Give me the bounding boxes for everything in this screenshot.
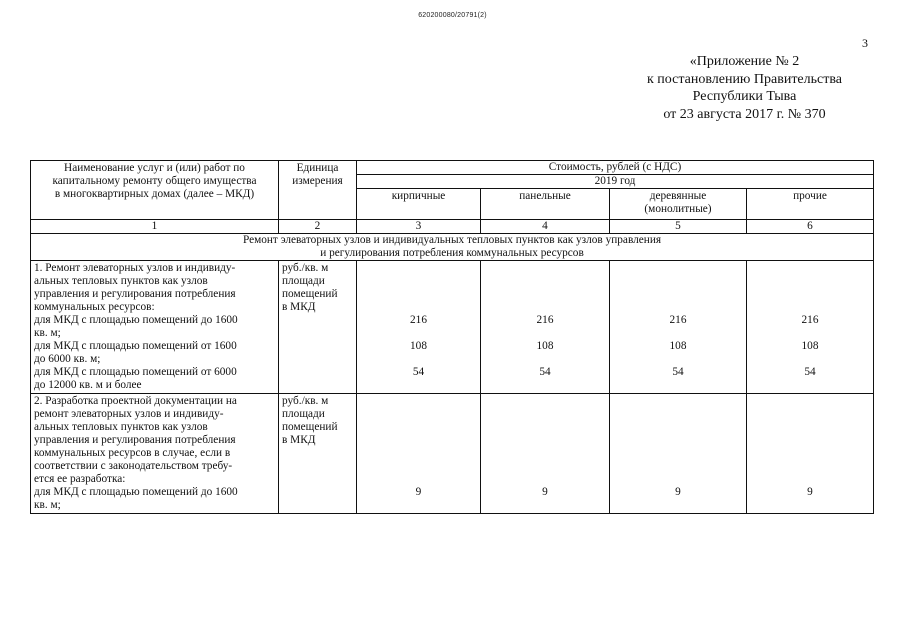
- desc-line: альных тепловых пунктов как узлов: [34, 421, 208, 433]
- value: 9: [542, 486, 548, 498]
- desc-line: 2. Разработка проектной документации на: [34, 395, 237, 407]
- value-cell-panel: [481, 261, 610, 394]
- header-row: [31, 161, 874, 175]
- desc-line: коммунальных ресурсов в случае, если в: [34, 447, 231, 459]
- unit-line: руб./кв. м: [282, 395, 329, 407]
- value-cell-other: [747, 261, 874, 394]
- desc-line: коммунальных ресурсов:: [34, 301, 155, 313]
- header-unit-line: Единица: [296, 162, 339, 174]
- value: 9: [675, 486, 681, 498]
- desc-line: кв. м;: [34, 327, 61, 339]
- unit-line: помещений: [282, 288, 338, 300]
- column-number: 2: [279, 220, 357, 234]
- row-description: [31, 394, 279, 514]
- value: 216: [669, 314, 687, 326]
- unit-line: в МКД: [282, 301, 316, 313]
- column-number: 1: [31, 220, 279, 234]
- desc-line: до 12000 кв. м и более: [34, 379, 142, 391]
- unit-line: помещений: [282, 421, 338, 433]
- header-panel: панельные: [481, 189, 610, 220]
- header-other: прочие: [747, 189, 874, 220]
- appendix-line: Республики Тыва: [692, 89, 797, 104]
- desc-line: для МКД с площадью помещений от 1600: [34, 340, 237, 352]
- unit-line: площади: [282, 408, 325, 420]
- desc-line: управления и регулирования потребления: [34, 434, 236, 446]
- header-wooden: [610, 189, 747, 220]
- desc-line: до 6000 кв. м;: [34, 353, 101, 365]
- row-unit: [279, 261, 357, 394]
- appendix-date: от 23 августа 2017 г. № 370: [663, 106, 826, 122]
- section-title-line: и регулирования потребления коммунальных ресурсов: [320, 247, 584, 259]
- value: 216: [410, 314, 427, 326]
- row-description: [31, 261, 279, 394]
- header-brick: кирпичные: [357, 189, 481, 220]
- header-year: 2019 год: [357, 175, 874, 189]
- value-cell-brick: [357, 261, 481, 394]
- column-number: 3: [357, 220, 481, 234]
- header-name-line: в многоквартирных домах (далее – МКД): [54, 188, 255, 200]
- row-unit: [279, 394, 357, 514]
- value: 54: [672, 366, 684, 378]
- page-number: 3: [862, 36, 868, 50]
- header-unit-line: измерения: [292, 175, 343, 187]
- value: 108: [801, 340, 819, 352]
- document-id: 620200080/20791(2): [418, 12, 487, 19]
- value: 108: [669, 340, 687, 352]
- header-cost: Стоимость, рублей (с НДС): [357, 161, 874, 175]
- desc-line: альных тепловых пунктов как узлов: [34, 275, 208, 287]
- header-name: [31, 161, 279, 220]
- section-title-line: Ремонт элеваторных узлов и индивидуальных тепловых пунктов как узлов управления: [242, 234, 662, 246]
- desc-line: для МКД с площадью помещений до 1600: [34, 314, 238, 326]
- value-cell-wooden: [610, 261, 747, 394]
- value: 216: [801, 314, 819, 326]
- desc-line: управления и регулирования потребления: [34, 288, 236, 300]
- unit-line: в МКД: [282, 434, 316, 446]
- column-number-row: [31, 220, 874, 234]
- section-title: [31, 234, 874, 261]
- value: 216: [536, 314, 554, 326]
- desc-line: для МКД с площадью помещений до 1600: [34, 486, 238, 498]
- table-row: [31, 261, 874, 394]
- value: 54: [539, 366, 551, 378]
- section-row: [31, 234, 874, 261]
- value: 9: [415, 486, 422, 498]
- header-wooden-line: (монолитные): [644, 203, 712, 215]
- header-name-line: капитальному ремонту общего имущества: [52, 175, 257, 187]
- desc-line: ется ее разработка:: [34, 473, 126, 485]
- value-cell-wooden: [610, 394, 747, 514]
- column-number: 6: [747, 220, 874, 234]
- column-number: 5: [610, 220, 747, 234]
- appendix-title: «Приложение № 2: [689, 54, 800, 69]
- desc-line: 1. Ремонт элеваторных узлов и индивиду-: [34, 262, 236, 274]
- desc-line: ремонт элеваторных узлов и индивиду-: [34, 408, 224, 420]
- table-row: [31, 394, 874, 514]
- desc-line: для МКД с площадью помещений от 6000: [34, 366, 237, 378]
- value-cell-brick: [357, 394, 481, 514]
- column-number: 4: [481, 220, 610, 234]
- value: 108: [536, 340, 554, 352]
- appendix-line: к постановлению Правительства: [646, 71, 842, 87]
- value: 108: [410, 340, 427, 352]
- value: 9: [807, 486, 813, 498]
- unit-line: руб./кв. м: [282, 262, 329, 274]
- value: 54: [804, 366, 816, 378]
- appendix-heading: [647, 53, 842, 123]
- header-unit: [279, 161, 357, 220]
- desc-line: соответствии с законодательством требу-: [34, 460, 233, 472]
- desc-line: кв. м;: [34, 499, 61, 511]
- cost-table: [30, 160, 874, 514]
- header-wooden-line: деревянные: [649, 190, 707, 202]
- header-name-line: Наименование услуг и (или) работ по: [64, 162, 245, 174]
- value-cell-panel: [481, 394, 610, 514]
- value-cell-other: [747, 394, 874, 514]
- unit-line: площади: [282, 275, 325, 287]
- value: 54: [412, 366, 425, 378]
